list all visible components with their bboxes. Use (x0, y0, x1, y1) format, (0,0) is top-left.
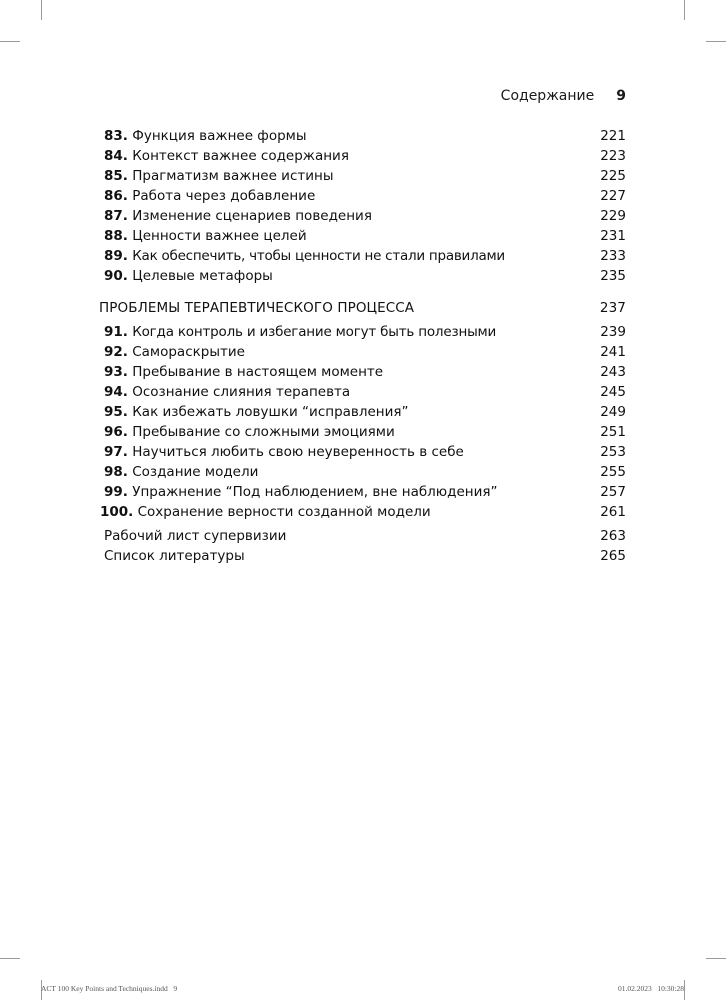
toc-entry-page: 239 (600, 324, 626, 340)
toc-entry-title: Прагматизм важнее истины (132, 168, 334, 184)
toc-entry-title: Пребывание в настоящем моменте (132, 364, 384, 380)
toc-entry-page: 231 (600, 228, 626, 244)
toc-back-matter-title: Рабочий лист супервизии (104, 528, 287, 544)
toc-entry-page: 253 (600, 444, 626, 460)
toc-entry-number: 92. (104, 344, 128, 360)
toc-entry[interactable] (104, 462, 626, 482)
toc-entry-page: 245 (600, 384, 626, 400)
toc-entry-number: 85. (104, 168, 128, 184)
print-slug-right: 01.02.2023 10:30:28 (617, 984, 684, 993)
toc-entry-page: 255 (600, 464, 626, 480)
toc-entry-title: Контекст важнее содержания (132, 148, 349, 164)
toc-entry-number: 83. (104, 128, 128, 144)
toc-entry-page: 233 (600, 248, 626, 264)
toc-part-title: ПРОБЛЕМЫ ТЕРАПЕВТИЧЕСКОГО ПРОЦЕССА (99, 300, 415, 316)
toc-part-heading[interactable] (99, 298, 626, 318)
toc-entry-number: 90. (104, 268, 128, 284)
crop-mark-top-right (684, 0, 685, 20)
toc-entry-number: 84. (104, 148, 128, 164)
toc-entry-number: 88. (104, 228, 128, 244)
toc-part-page: 237 (599, 300, 626, 316)
toc-entry-page: 227 (600, 188, 626, 204)
header-page-number: 9 (616, 88, 626, 104)
toc-entry-title: Функция важнее формы (132, 128, 307, 144)
toc-entry[interactable] (104, 226, 626, 246)
toc-entry[interactable] (104, 362, 626, 382)
toc-entry-title: Самораскрытие (132, 344, 245, 360)
toc-entry[interactable] (104, 342, 626, 362)
toc-entry[interactable] (104, 402, 626, 422)
toc-entry-number: 91. (104, 324, 128, 340)
crop-mark-left-bottom (0, 958, 20, 959)
toc-entry[interactable] (104, 146, 626, 166)
crop-mark-right-top (706, 41, 726, 42)
toc-entry-page: 229 (600, 208, 626, 224)
toc-entry[interactable] (104, 322, 626, 342)
crop-mark-top-left (41, 0, 42, 20)
toc-entry-title: Целевые метафоры (132, 268, 273, 284)
toc-back-matter-page: 265 (600, 548, 626, 564)
toc-entry-number: 100. (100, 504, 134, 520)
toc-entry[interactable] (104, 186, 626, 206)
toc-entry-page: 235 (600, 268, 626, 284)
running-header (501, 88, 626, 104)
toc-entry[interactable] (100, 502, 626, 522)
toc-entry-number: 98. (104, 464, 128, 480)
toc-back-matter-entry[interactable] (104, 526, 626, 546)
toc-entry-page: 225 (600, 168, 626, 184)
toc-entry-title: Научиться любить свою неуверенность в себе (132, 444, 464, 460)
crop-mark-bottom-right (684, 980, 685, 1000)
toc-entry-page: 249 (600, 404, 626, 420)
toc-entry[interactable] (104, 126, 626, 146)
toc-entry-page: 241 (600, 344, 626, 360)
toc-back-matter-entry[interactable] (104, 546, 626, 566)
toc-entry-title: Ценности важнее целей (132, 228, 307, 244)
toc-entry-number: 94. (104, 384, 128, 400)
toc-entry-number: 89. (104, 248, 128, 264)
toc-entry-number: 95. (104, 404, 128, 420)
print-slug-left: ACT 100 Key Points and Techniques.indd 9 (41, 984, 178, 993)
toc-entry-title: Работа через добавление (132, 188, 316, 204)
toc-entry-number: 96. (104, 424, 128, 440)
toc-entry-number: 93. (104, 364, 128, 380)
toc-entry-page: 251 (600, 424, 626, 440)
toc-entry-title: Создание модели (132, 464, 259, 480)
toc-entry-page: 221 (600, 128, 626, 144)
toc-entry-page: 261 (600, 504, 626, 520)
toc-entry-title: Упражнение “Под наблюдением, вне наблюдения” (132, 484, 498, 500)
toc-entry-page: 243 (600, 364, 626, 380)
toc-entry-page: 257 (600, 484, 626, 500)
crop-mark-left-top (0, 41, 20, 42)
toc-entry-title: Когда контроль и избегание могут быть полезными (132, 324, 497, 340)
toc-entry-title: Как избежать ловушки “исправления” (132, 404, 409, 420)
toc-entry-page: 223 (600, 148, 626, 164)
toc-entry[interactable] (104, 166, 626, 186)
toc-entry-title: Изменение сценариев поведения (132, 208, 372, 224)
toc-entry[interactable] (104, 422, 626, 442)
toc-entry-number: 99. (104, 484, 128, 500)
toc-entry[interactable] (104, 382, 626, 402)
header-section-title: Содержание (500, 88, 595, 104)
toc-entry-title: Осознание слияния терапевта (132, 384, 351, 400)
toc-entry-number: 97. (104, 444, 128, 460)
toc-entry-number: 86. (104, 188, 128, 204)
toc-entry-title: Пребывание со сложными эмоциями (132, 424, 395, 440)
crop-mark-right-bottom (706, 958, 726, 959)
toc-entry[interactable] (104, 266, 626, 286)
toc-entry-title: Сохранение верности созданной модели (137, 504, 431, 520)
toc-entry[interactable] (104, 482, 626, 502)
toc-back-matter-title: Список литературы (104, 548, 245, 564)
toc-entry[interactable] (104, 246, 626, 266)
toc-entry-title: Как обеспечить, чтобы ценности не стали правилами (132, 248, 505, 264)
toc-back-matter-page: 263 (600, 528, 626, 544)
toc-entry[interactable] (104, 206, 626, 226)
toc-entry[interactable] (104, 442, 626, 462)
toc-entry-number: 87. (104, 208, 128, 224)
